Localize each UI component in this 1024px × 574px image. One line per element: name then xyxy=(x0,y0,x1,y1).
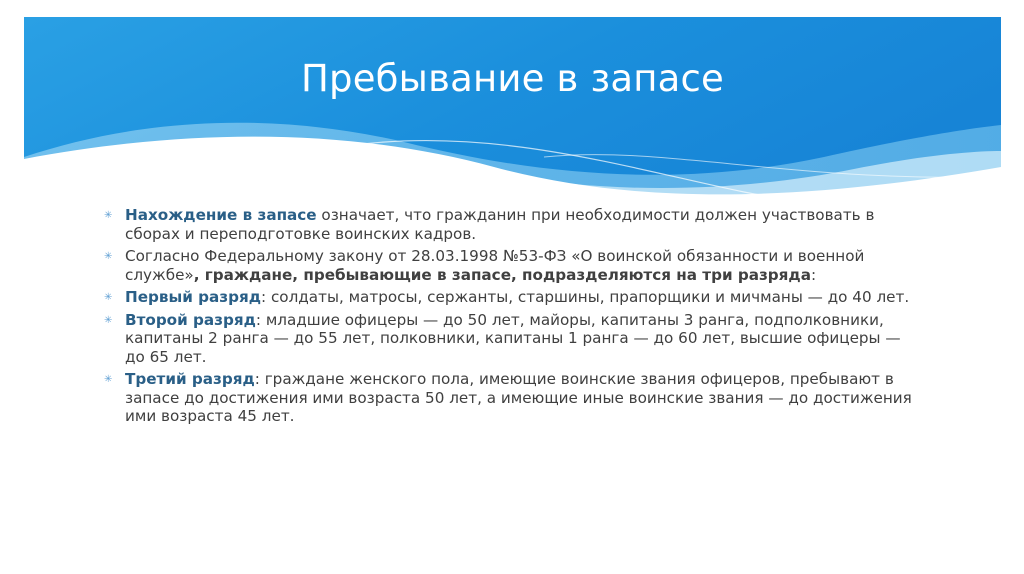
slide-title: Пребывание в запасе xyxy=(300,57,725,100)
asterisk-bullet-icon: ✳ xyxy=(104,251,113,262)
item-text: Согласно Федеральному закону от 28.03.1998 №53-ФЗ «О воинской обязанности и военной службе» xyxy=(125,247,865,284)
wave-header-background xyxy=(24,17,1001,217)
item-text: означает, что гражданин при необходимости должен участвовать в сборах и переподготовке воинских кадров. xyxy=(125,206,875,243)
list-item xyxy=(104,206,924,243)
list-item xyxy=(104,311,924,367)
asterisk-bullet-icon: ✳ xyxy=(104,314,113,326)
asterisk-bullet-icon: ✳ xyxy=(104,210,113,221)
asterisk-bullet-icon: ✳ xyxy=(104,374,113,385)
item-text: : граждане женского пола, имеющие воинские звания офицеров, пребывают в запасе до достижения ими возраста 50 лет, а имеющие иные воинские звания — до достижения ими возраста 45 лет. xyxy=(125,370,912,425)
item-tail: : xyxy=(810,265,817,284)
item-keyword: Первый разряд xyxy=(125,288,261,306)
item-bold-text: , граждане, пребывающие в запасе, подразделяются на три разряда xyxy=(193,265,811,284)
item-keyword: Второй разряд xyxy=(125,310,256,329)
item-keyword: Нахождение в запасе xyxy=(125,206,317,224)
item-text: : младшие офицеры — до 50 лет, майоры, капитаны 3 ранга, подполковники, капитаны 2 ранга — до 55 лет, полковники, капитаны 1 ранга — до 60 лет, высшие офицеры — до 65 лет. xyxy=(125,310,901,366)
list-item xyxy=(104,247,924,284)
list-item xyxy=(104,370,924,426)
list-item xyxy=(104,288,924,307)
bullet-list xyxy=(104,206,924,430)
asterisk-bullet-icon: ✳ xyxy=(104,292,113,303)
item-keyword: Третий разряд xyxy=(125,370,255,388)
item-text: : солдаты, матросы, сержанты, старшины, прапорщики и мичманы — до 40 лет. xyxy=(261,288,910,306)
